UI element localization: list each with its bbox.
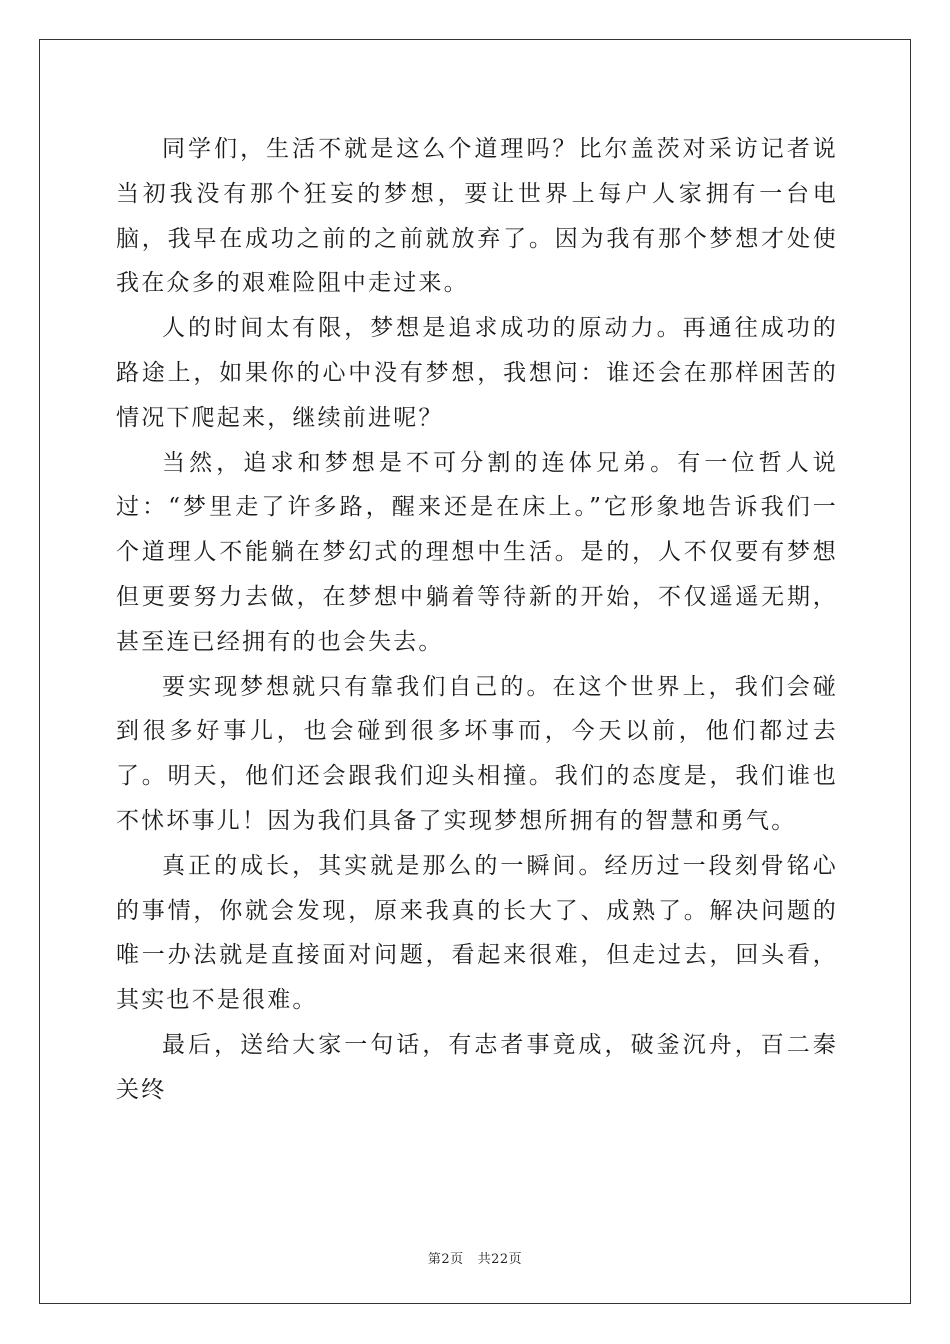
page-total: 共22页 [477, 1252, 523, 1267]
paragraph: 当然，追求和梦想是不可分割的连体兄弟。有一位哲人说过：“梦里走了许多路，醒来还是在床上。”它形象地告诉我们一个道理人不能躺在梦幻式的理想中生活。是的，人不仅要有梦想但更要努力去做，在梦想中躺着等待新的开始，不仅遥遥无期，甚至连已经拥有的也会失去。 [116, 449, 838, 655]
paragraph: 真正的成长，其实就是那么的一瞬间。经历过一段刻骨铭心的事情，你就会发现，原来我真的长大了、成熟了。解决问题的唯一办法就是直接面对问题，看起来很难，但走过去，回头看，其实也不是很难。 [116, 852, 838, 1014]
page-footer [0, 1248, 950, 1267]
page-number: 第2页 [427, 1252, 464, 1267]
paragraph: 要实现梦想就只有靠我们自己的。在这个世界上，我们会碰到很多好事儿，也会碰到很多坏事而，今天以前，他们都过去了。明天，他们还会跟我们迎头相撞。我们的态度是，我们谁也不怵坏事儿！因为我们具备了实现梦想所拥有的智慧和勇气。 [116, 673, 838, 834]
paragraph: 人的时间太有限，梦想是追求成功的原动力。再通往成功的路途上，如果你的心中没有梦想，我想问：谁还会在那样困苦的情况下爬起来，继续前进呢？ [116, 315, 838, 431]
paragraph: 同学们，生活不就是这么个道理吗？比尔盖茨对采访记者说当初我没有那个狂妄的梦想，要让世界上每户人家拥有一台电脑，我早在成功之前的之前就放弃了。因为我有那个梦想才处使我在众多的艰难险阻中走过来。 [116, 136, 838, 297]
paragraph: 最后，送给大家一句话，有志者事竟成，破釜沉舟，百二秦关终 [116, 1031, 838, 1103]
document-body [116, 127, 838, 1113]
